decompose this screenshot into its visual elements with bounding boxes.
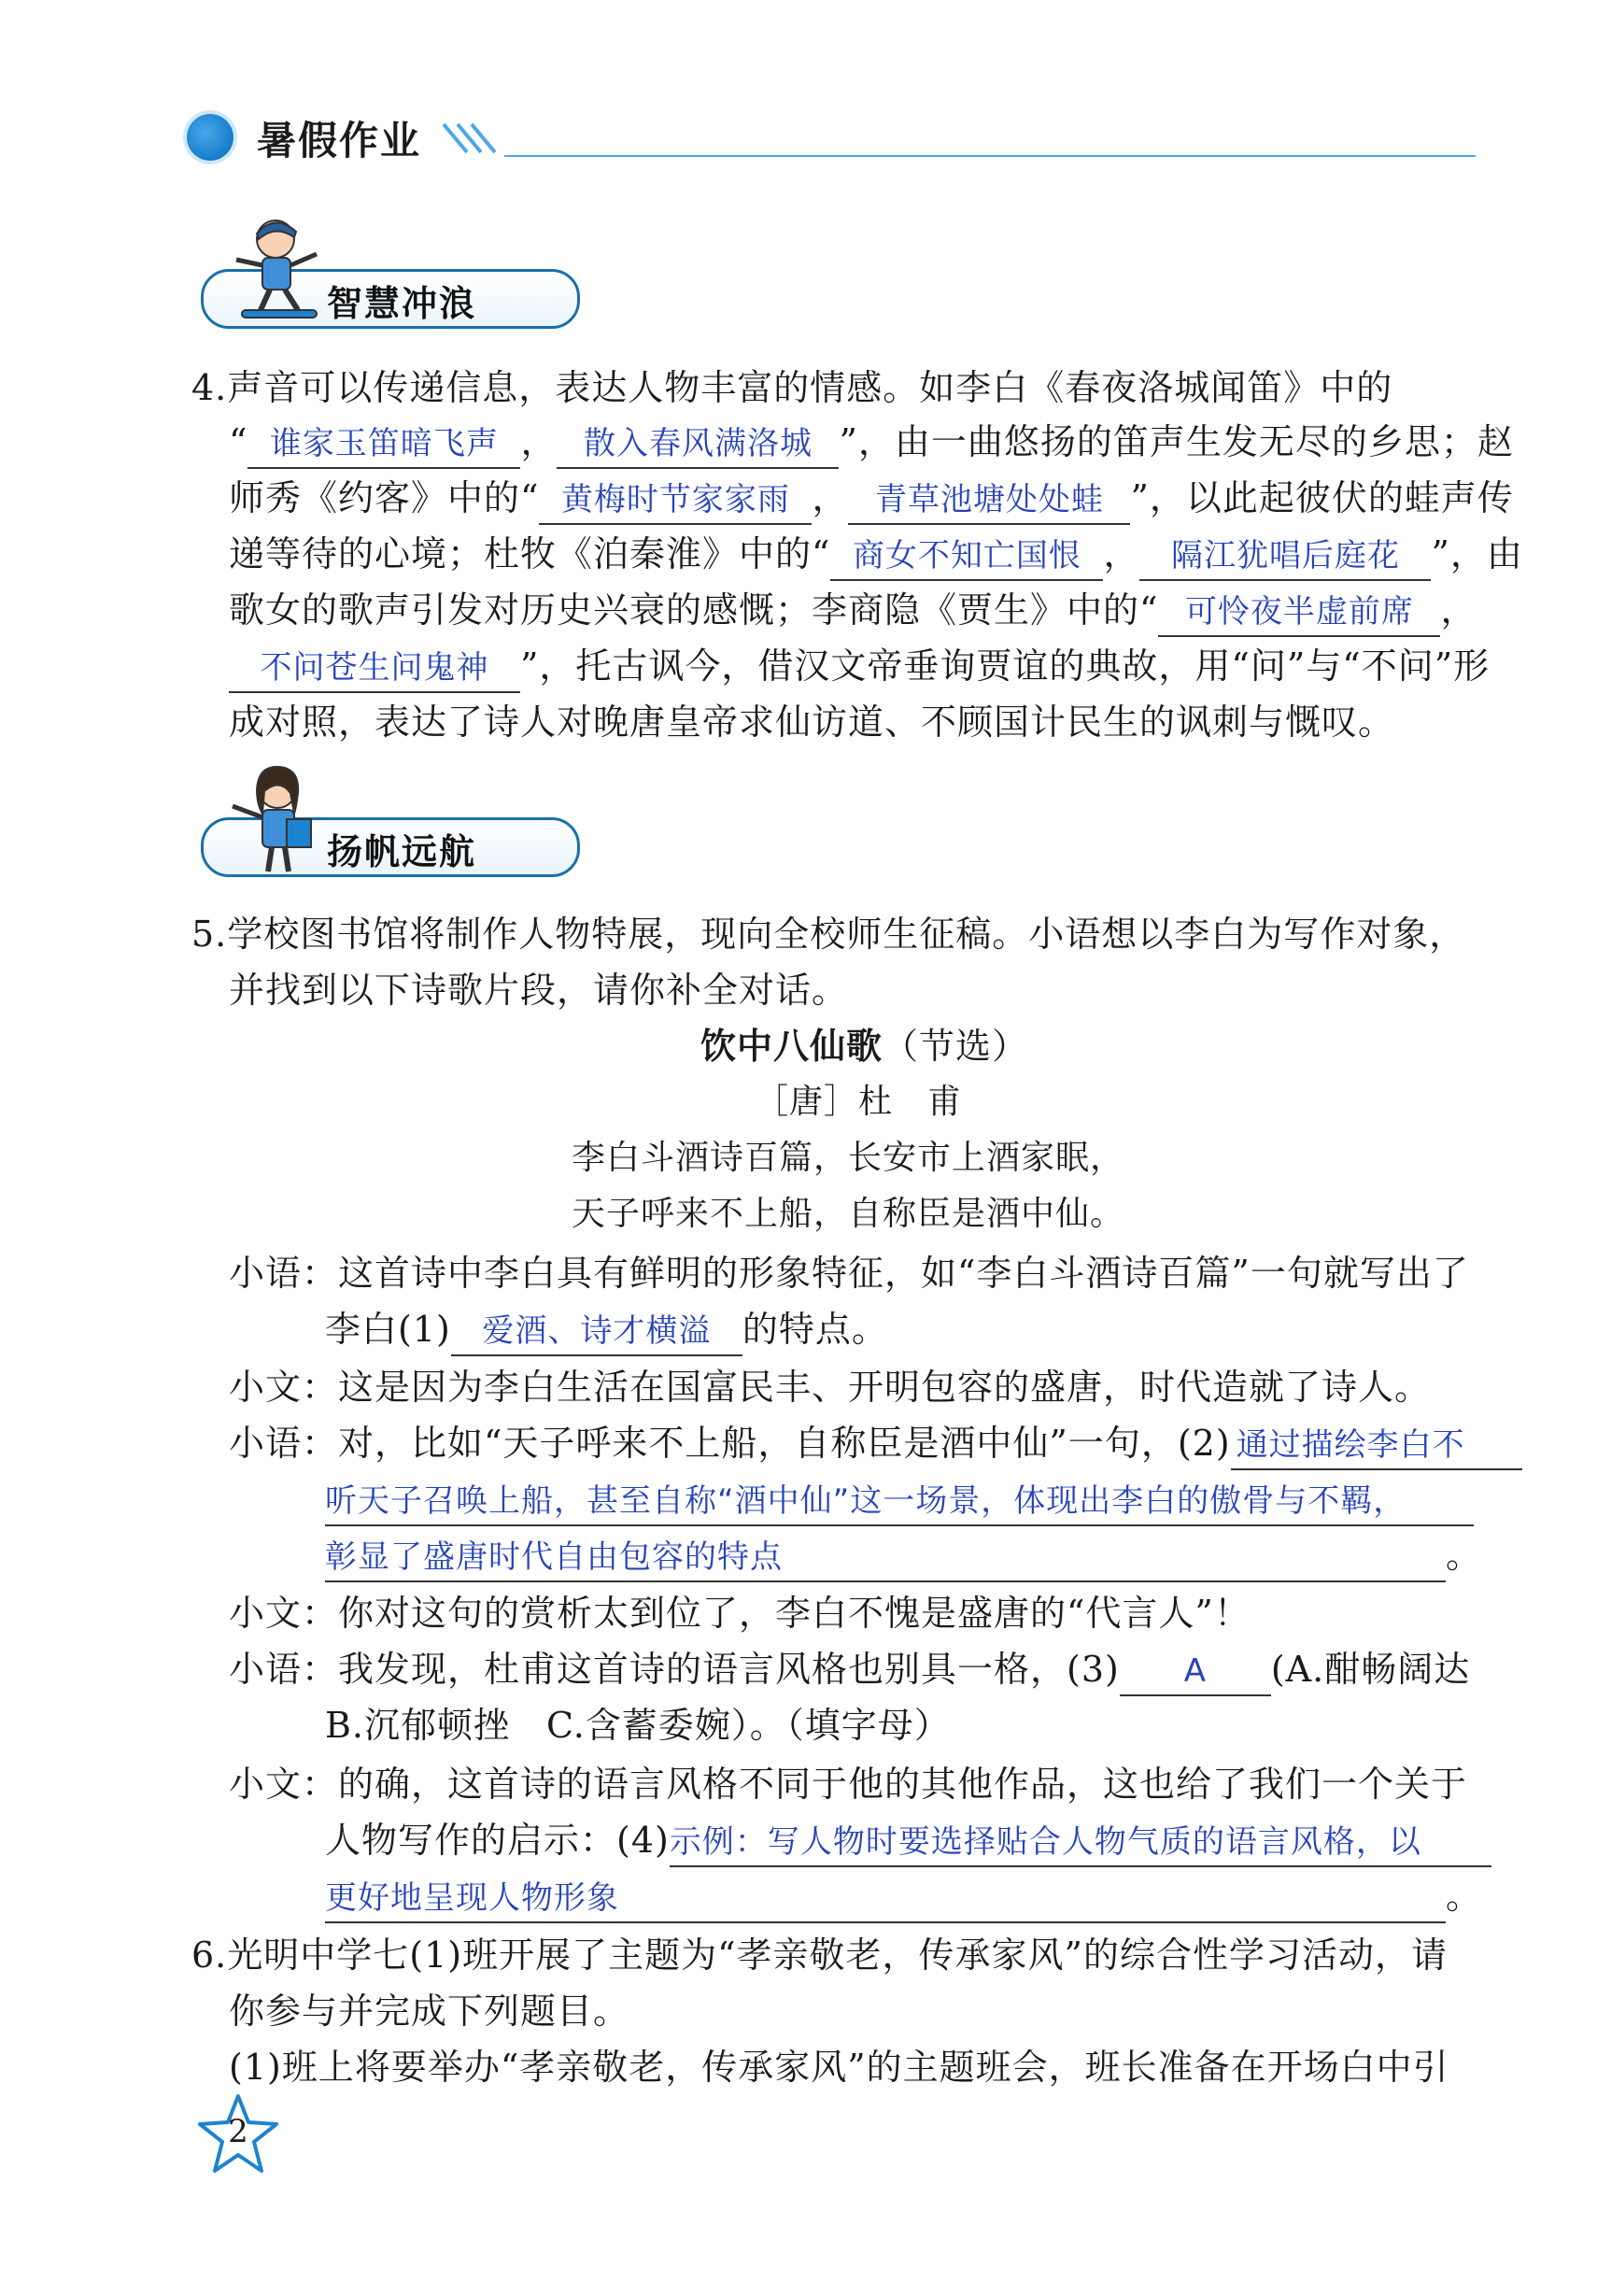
answer-blank: 通过描绘李白不	[1231, 1422, 1522, 1470]
dialogue-6b	[325, 1817, 1491, 1867]
dialogue-6a: 小文：的确，这首诗的语言风格不同于他的其他作品，这也给了我们一个关于	[229, 1764, 1468, 1805]
answer-blank: A	[1120, 1648, 1271, 1696]
poem-line-1: 李白斗酒诗百篇，长安市上酒家眠，	[572, 1139, 1125, 1177]
q4-line-6	[229, 643, 1490, 693]
text: 李白(1)	[325, 1309, 451, 1350]
answer-blank: 示例：写人物时要选择贴合人物气质的语言风格，以	[670, 1819, 1491, 1867]
answer-blank: 商女不知亡国恨	[830, 532, 1103, 581]
poem-title: 饮中八仙歌	[700, 1026, 883, 1067]
dialogue-3a	[229, 1420, 1522, 1470]
answer-blank: 谁家玉笛暗飞声	[247, 420, 520, 469]
skateboard-boy-icon	[219, 213, 332, 325]
q5-line-1: 5.学校图书馆将制作人物特展，现向全校师生征稿。小语想以李白为写作对象，	[191, 914, 1466, 955]
answer-blank: 散入春风满洛城	[557, 420, 839, 469]
header-slashes-icon	[439, 120, 514, 157]
dialogue-5a	[229, 1646, 1470, 1696]
girl-with-book-icon	[219, 761, 332, 873]
page-number-badge	[196, 2092, 280, 2176]
text: ”，以此起彼伏的蛙声传	[1130, 477, 1514, 518]
section-banner-2	[191, 761, 584, 873]
header-dot-icon	[187, 114, 233, 161]
dialogue-3c	[325, 1532, 1482, 1582]
q4-line-4	[229, 531, 1523, 581]
answer-blank: 可怜夜半虚前席	[1158, 588, 1440, 637]
answer-blank: 听天子召唤上船，甚至自称“酒中仙”这一场景，体现出李白的傲骨与不羁，	[325, 1478, 1474, 1526]
text: ，	[812, 477, 849, 518]
page-header	[187, 110, 1476, 166]
poem-subtitle: （节选）	[883, 1026, 1029, 1067]
q5-line-2: 并找到以下诗歌片段，请你补全对话。	[229, 970, 849, 1011]
q6-line-3: (1)班上将要举办“孝亲敬老，传承家风”的主题班会，班长准备在开场白中引	[229, 2047, 1449, 2088]
answer-blank: 彰显了盛唐时代自由包容的特点	[325, 1534, 1446, 1582]
text: ”，由	[1431, 533, 1523, 574]
text: 师秀《约客》中的“	[229, 477, 540, 518]
text: 。	[1446, 1876, 1483, 1917]
dialogue-6c	[325, 1873, 1482, 1923]
text: 小语：对，比如“天子呼来不上船，自称臣是酒中仙”一句，(2)	[229, 1423, 1231, 1464]
text: 递等待的心境；杜牧《泊秦淮》中的“	[229, 533, 831, 574]
text: (A.酣畅阔达	[1270, 1649, 1471, 1690]
q4-line-5	[229, 587, 1477, 637]
text: ，	[1440, 589, 1477, 631]
section-banner-1	[191, 213, 584, 325]
q4-line-2	[229, 418, 1514, 469]
q6-line-2: 你参与并完成下列题目。	[229, 1991, 630, 2032]
text: 人物写作的启示：(4)	[325, 1820, 670, 1861]
answer-blank: 青草池塘处处蛙	[848, 476, 1130, 525]
q4-line-7: 成对照，表达了诗人对晚唐皇帝求仙访道、不顾国计民生的讽刺与慨叹。	[229, 702, 1395, 743]
dialogue-1a: 小语：这首诗中李白具有鲜明的形象特征，如“李白斗酒诗百篇”一句就写出了	[229, 1253, 1469, 1294]
q4-line-1: 4.声音可以传递信息，表达人物丰富的情感。如李白《春夜洛城闻笛》中的	[191, 367, 1393, 408]
dialogue-1b	[325, 1306, 888, 1356]
answer-blank: 不问苍生问鬼神	[229, 645, 520, 693]
dialogue-3b	[325, 1476, 1474, 1526]
text: ”，托古讽今，借汉文帝垂询贾谊的典故，用“问”与“不问”形	[520, 645, 1491, 687]
q6-line-1: 6.光明中学七(1)班开展了主题为“孝亲敬老，传承家风”的综合性学习活动，请	[191, 1935, 1448, 1976]
text: ”，由一曲悠扬的笛声生发无尽的乡思；赵	[839, 421, 1514, 462]
text: ，	[520, 421, 558, 462]
text: 小语：我发现，杜甫这首诗的语言风格也别具一格，(3)	[229, 1649, 1120, 1690]
text: ，	[1103, 533, 1140, 574]
poem-author: ［唐］杜 甫	[755, 1083, 963, 1121]
page-number: 2	[228, 2113, 248, 2150]
text: “	[229, 421, 248, 462]
q4-line-3	[229, 475, 1514, 525]
header-title: 暑假作业	[257, 118, 422, 163]
answer-blank: 爱酒、诗才横溢	[451, 1308, 742, 1356]
answer-blank: 更好地呈现人物形象	[325, 1875, 1446, 1923]
section-title-1: 智慧冲浪	[327, 283, 477, 324]
dialogue-5b: B.沉郁顿挫 C.含蓄委婉）。（填字母）	[325, 1705, 951, 1746]
dialogue-2: 小文：这是因为李白生活在国富民丰、开明包容的盛唐，时代造就了诗人。	[229, 1367, 1432, 1408]
poem-line-2: 天子呼来不上船，自称臣是酒中仙。	[572, 1195, 1125, 1233]
text: 歌女的歌声引发对历史兴衰的感慨；李商隐《贾生》中的“	[229, 589, 1159, 631]
header-rule	[504, 155, 1476, 157]
answer-blank: 黄梅时节家家雨	[539, 476, 812, 525]
section-title-2: 扬帆远航	[327, 831, 477, 872]
text: 。	[1446, 1535, 1483, 1576]
text: 的特点。	[742, 1309, 888, 1350]
poem-title-line	[700, 1023, 1028, 1070]
dialogue-4: 小文：你对这句的赏析太到位了，李白不愧是盛唐的“代言人”！	[229, 1593, 1251, 1634]
answer-blank: 隔江犹唱后庭花	[1139, 532, 1431, 581]
